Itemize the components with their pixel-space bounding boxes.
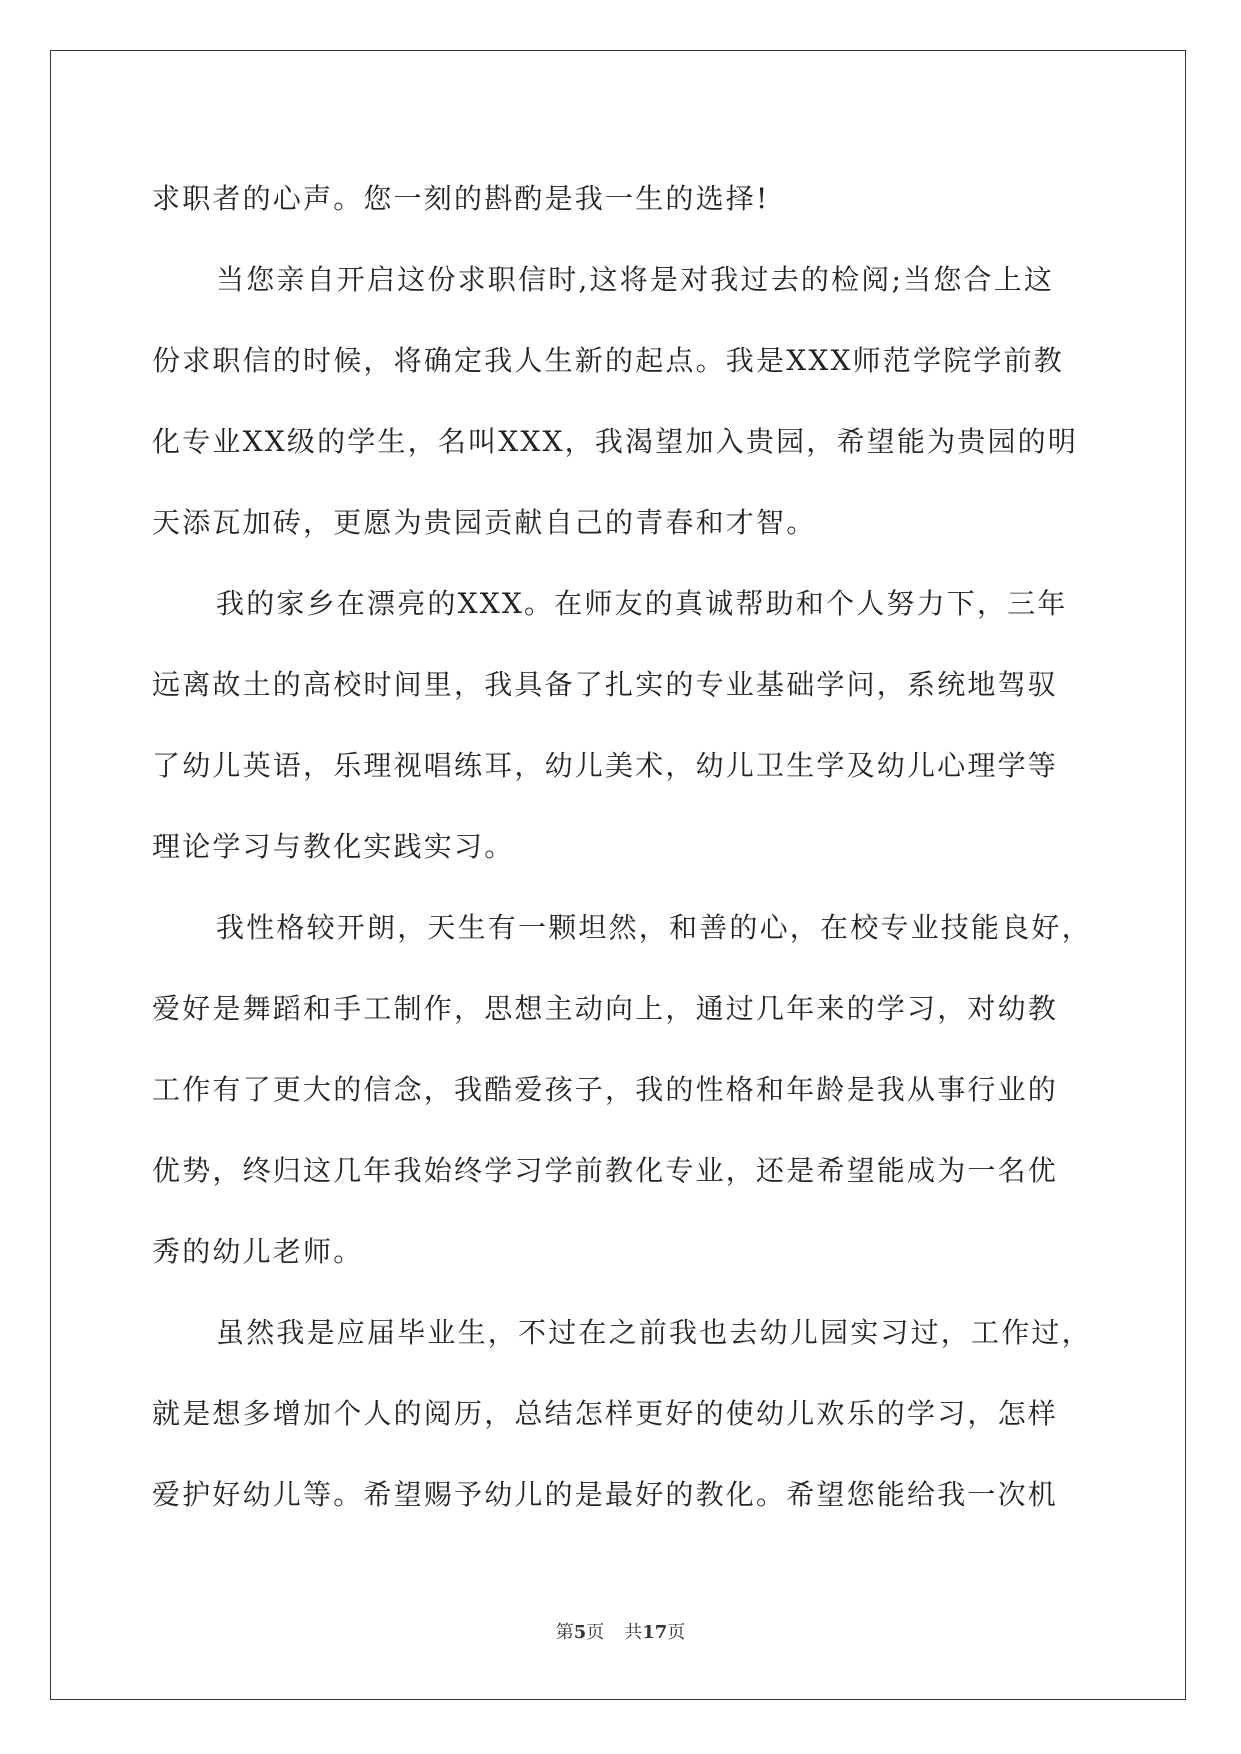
- text-line: 优势，终归这几年我始终学习学前教化专业，还是希望能成为一名优: [152, 1154, 1059, 1187]
- text-line: 爱好是舞蹈和手工制作，思想主动向上，通过几年来的学习，对幼教: [152, 992, 1059, 1025]
- text-line: 我性格较开朗，天生有一颗坦然，和善的心，在校专业技能良好，: [216, 911, 1092, 944]
- text-line: 远离故土的高校时间里，我具备了扎实的专业基础学问，系统地驾驭: [152, 668, 1059, 701]
- total-suffix: 页: [667, 1622, 686, 1643]
- total-prefix: 共: [624, 1622, 643, 1643]
- text-line: 秀的幼儿老师。: [152, 1235, 364, 1268]
- page-number: 5: [573, 1622, 587, 1643]
- text-line: 化专业XX级的学生，名叫XXX，我渴望加入贵园，希望能为贵园的明: [152, 425, 1079, 458]
- text-line: 理论学习与教化实践实习。: [152, 830, 515, 863]
- text-line: 爱护好幼儿等。希望赐予幼儿的是最好的教化。希望您能给我一次机: [152, 1478, 1059, 1511]
- text-line: 虽然我是应届毕业生，不过在之前我也去幼儿园实习过，工作过，: [216, 1316, 1092, 1349]
- text-line: 就是想多增加个人的阅历，总结怎样更好的使幼儿欢乐的学习，怎样: [152, 1397, 1059, 1430]
- text-line: 天添瓦加砖，更愿为贵园贡献自己的青春和才智。: [152, 506, 817, 539]
- text-line: 了幼儿英语，乐理视唱练耳，幼儿美术，幼儿卫生学及幼儿心理学等: [152, 749, 1059, 782]
- text-line: 当您亲自开启这份求职信时,这将是对我过去的检阅;当您合上这: [216, 263, 1055, 296]
- total-pages: 17: [642, 1622, 668, 1643]
- text-line: 我的家乡在漂亮的XXX。在师友的真诚帮助和个人努力下，三年: [216, 587, 1068, 620]
- document-body: [152, 158, 1092, 1535]
- page-prefix: 第: [555, 1622, 574, 1643]
- page-suffix: 页: [586, 1622, 605, 1643]
- text-line: 份求职信的时候，将确定我人生新的起点。我是XXX师范学院学前教: [152, 344, 1065, 377]
- page-footer: [0, 1618, 1241, 1644]
- text-line: 工作有了更大的信念，我酷爱孩子，我的性格和年龄是我从事行业的: [152, 1073, 1059, 1106]
- text-line: 求职者的心声。您一刻的斟酌是我一生的选择!: [152, 182, 770, 215]
